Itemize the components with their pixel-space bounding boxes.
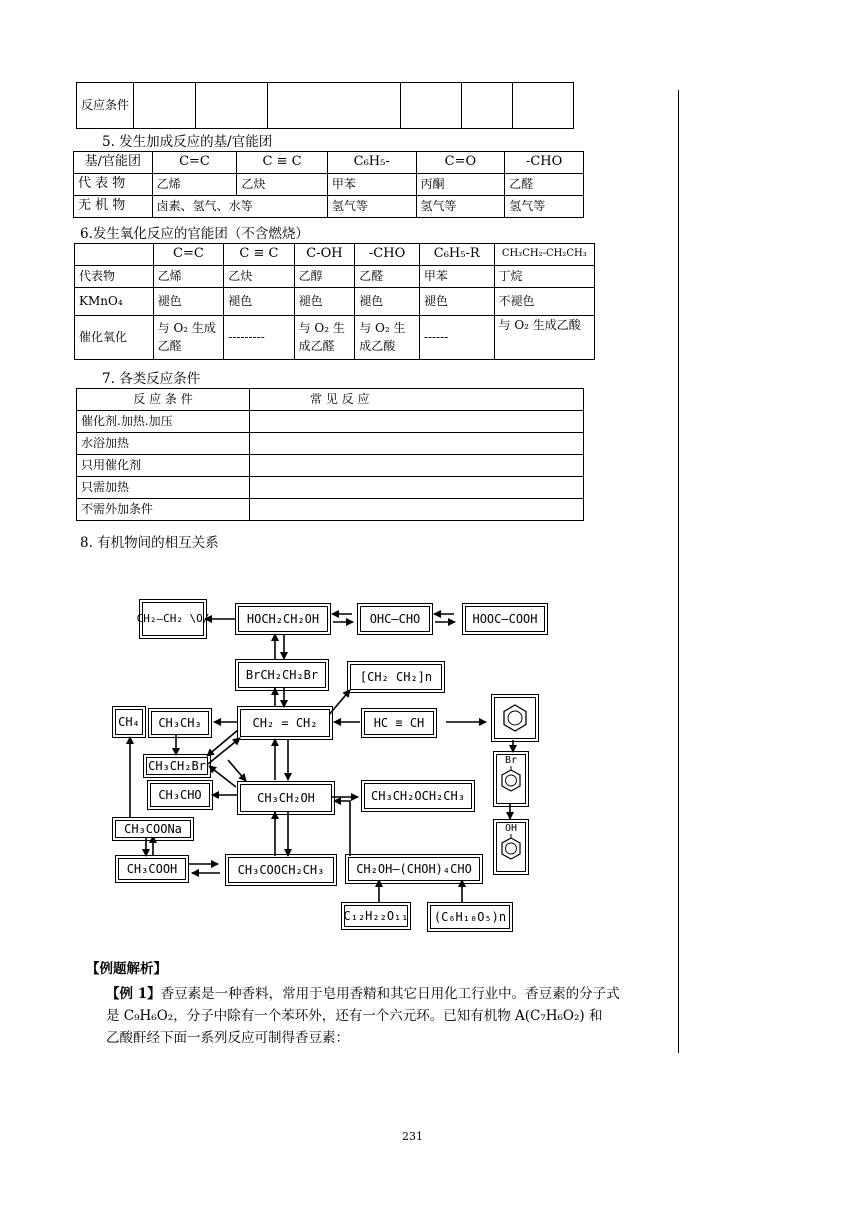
node-acetylene: HC ≡ CH bbox=[364, 711, 434, 735]
node-oxalic-acid: HOOC–COOH bbox=[465, 606, 545, 632]
node-polyethylene: [CH₂ CH₂]n bbox=[350, 664, 442, 690]
node-ethanol: CH₃CH₂OH bbox=[240, 784, 332, 812]
node-starch: (C₆H₁₀O₅)n bbox=[430, 905, 510, 929]
node-glyoxal: OHC–CHO bbox=[360, 606, 430, 632]
examples-heading: 【例题解析】 bbox=[86, 961, 167, 977]
node-bromobenzene: Br bbox=[496, 754, 526, 804]
row-label: 反应条件 bbox=[77, 83, 134, 129]
oxidation-table: C=C C ≡ C C-OH -CHO C₆H₅-R CH₃CH₂-CH₂CH₃ 代表物 乙烯 乙炔 乙醇 乙醛 甲苯 丁烷 KMnO₄ 褪色 褪色 褪色 褪色 褪色 不褪色 催化氧化 与 O₂ 生成乙醛 --------- 与 O₂ 生成乙醛 与 O₂ 生成乙酸 ------ 与 O₂ 生成乙酸 bbox=[74, 243, 595, 360]
section7-title: 7. 各类反应条件 bbox=[102, 371, 201, 387]
example-line-2: 是 C₉H₆O₂，分子中除有一个苯环外，还有一个六元环。已知有机物 A(C₇H₆O₂) 和 bbox=[106, 1008, 603, 1024]
node-ethane: CH₃CH₃ bbox=[151, 711, 209, 735]
benzene-ring-icon bbox=[499, 766, 523, 796]
node-methane: CH₄ bbox=[115, 709, 143, 735]
node-bromoethane: CH₃CH₂Br bbox=[146, 757, 208, 775]
benzene-ring-icon bbox=[500, 703, 530, 733]
page-number: 231 bbox=[402, 1130, 423, 1143]
node-ethyl-acetate: CH₃COOCH₂CH₃ bbox=[228, 857, 334, 883]
conditions-table: 反 应 条 件 常 见 反 应 催化剂.加热.加压 水浴加热 只用催化剂 只需加热 不需外加条件 bbox=[76, 388, 584, 521]
section5-title: 5. 发生加成反应的基/官能团 bbox=[102, 134, 273, 150]
node-epoxide: CH₂–CH₂ \O/ bbox=[142, 602, 204, 636]
node-glucose: CH₂OH–(CHOH)₄CHO bbox=[348, 857, 480, 881]
example-line-1: 【例 1】香豆素是一种香料，常用于皂用香精和其它日用化工行业中。香豆素的分子式 bbox=[106, 986, 620, 1002]
node-ethylene: CH₂ = CH₂ bbox=[240, 709, 330, 737]
node-acetic-acid: CH₃COOH bbox=[118, 858, 186, 880]
addition-table: 基/官能团 C=C C ≡ C C₆H₅- C=O -CHO 代 表 物 乙烯 乙炔 甲苯 丙酮 乙醛 无 机 物 卤素、氢气、水等 氢气等 氢气等 氢气等 bbox=[73, 151, 584, 218]
node-dibromoethane: BrCH₂CH₂Br bbox=[238, 662, 326, 688]
example-line-3: 乙酸酐经下面一系列反应可制得香豆素： bbox=[106, 1030, 349, 1046]
node-sodium-acetate: CH₃COONa bbox=[115, 820, 191, 838]
node-ethylene-glycol: HOCH₂CH₂OH bbox=[238, 606, 328, 632]
node-phenol: OH bbox=[496, 822, 526, 872]
benzene-ring-icon bbox=[499, 834, 523, 864]
node-acetaldehyde: CH₃CHO bbox=[150, 783, 210, 807]
section8-title: 8. 有机物间的相互关系 bbox=[80, 535, 219, 551]
node-benzene bbox=[494, 697, 536, 739]
section6-title: 6.发生氧化反应的官能团（不含燃烧） bbox=[80, 226, 309, 242]
node-diethyl-ether: CH₃CH₂OCH₂CH₃ bbox=[364, 783, 472, 809]
node-sucrose: C₁₂H₂₂O₁₁ bbox=[344, 905, 408, 927]
